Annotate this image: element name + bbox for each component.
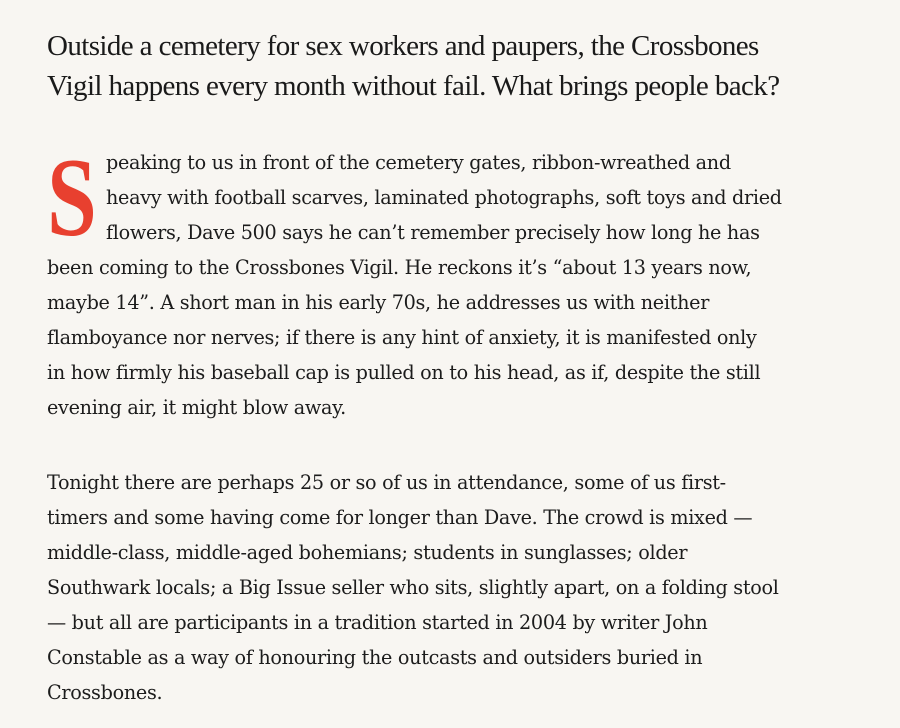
- paragraph-line: flowers, Dave 500 says he can’t remember precisely how long he has: [106, 221, 760, 244]
- paragraph-line: evening air, it might blow away.: [47, 396, 346, 419]
- article-paragraph-1: [47, 136, 897, 425]
- standfirst-line: Outside a cemetery for sex workers and paupers, the Crossbones: [47, 30, 759, 62]
- paragraph-line: peaking to us in front of the cemetery gates, ribbon-wreathed and: [106, 151, 731, 174]
- paragraph-line: been coming to the Crossbones Vigil. He reckons it’s “about 13 years now,: [47, 256, 752, 279]
- paragraph-line: Tonight there are perhaps 25 or so of us in attendance, some of us first-: [47, 471, 726, 494]
- paragraph-line: Constable as a way of honouring the outcasts and outsiders buried in: [47, 646, 703, 669]
- paragraph-line: heavy with football scarves, laminated photographs, soft toys and dried: [106, 186, 782, 209]
- paragraph-line: flamboyance nor nerves; if there is any hint of anxiety, it is manifested only: [47, 326, 757, 349]
- paragraph-line: middle-class, middle-aged bohemians; students in sunglasses; older: [47, 541, 688, 564]
- paragraph-line: Crossbones.: [47, 681, 163, 704]
- standfirst-line: Vigil happens every month without fail. What brings people back?: [47, 70, 780, 102]
- paragraph-line: — but all are participants in a tradition started in 2004 by writer John: [47, 611, 708, 634]
- paragraph-line: maybe 14”. A short man in his early 70s, he addresses us with neither: [47, 291, 710, 314]
- drop-cap: S: [47, 136, 97, 260]
- article-paragraph-2: [47, 465, 897, 710]
- article-standfirst: [47, 26, 887, 106]
- paragraph-line: in how firmly his baseball cap is pulled on to his head, as if, despite the still: [47, 361, 761, 384]
- paragraph-line: Southwark locals; a Big Issue seller who sits, slightly apart, on a folding stool: [47, 576, 779, 599]
- paragraph-line: timers and some having come for longer than Dave. The crowd is mixed —: [47, 506, 753, 529]
